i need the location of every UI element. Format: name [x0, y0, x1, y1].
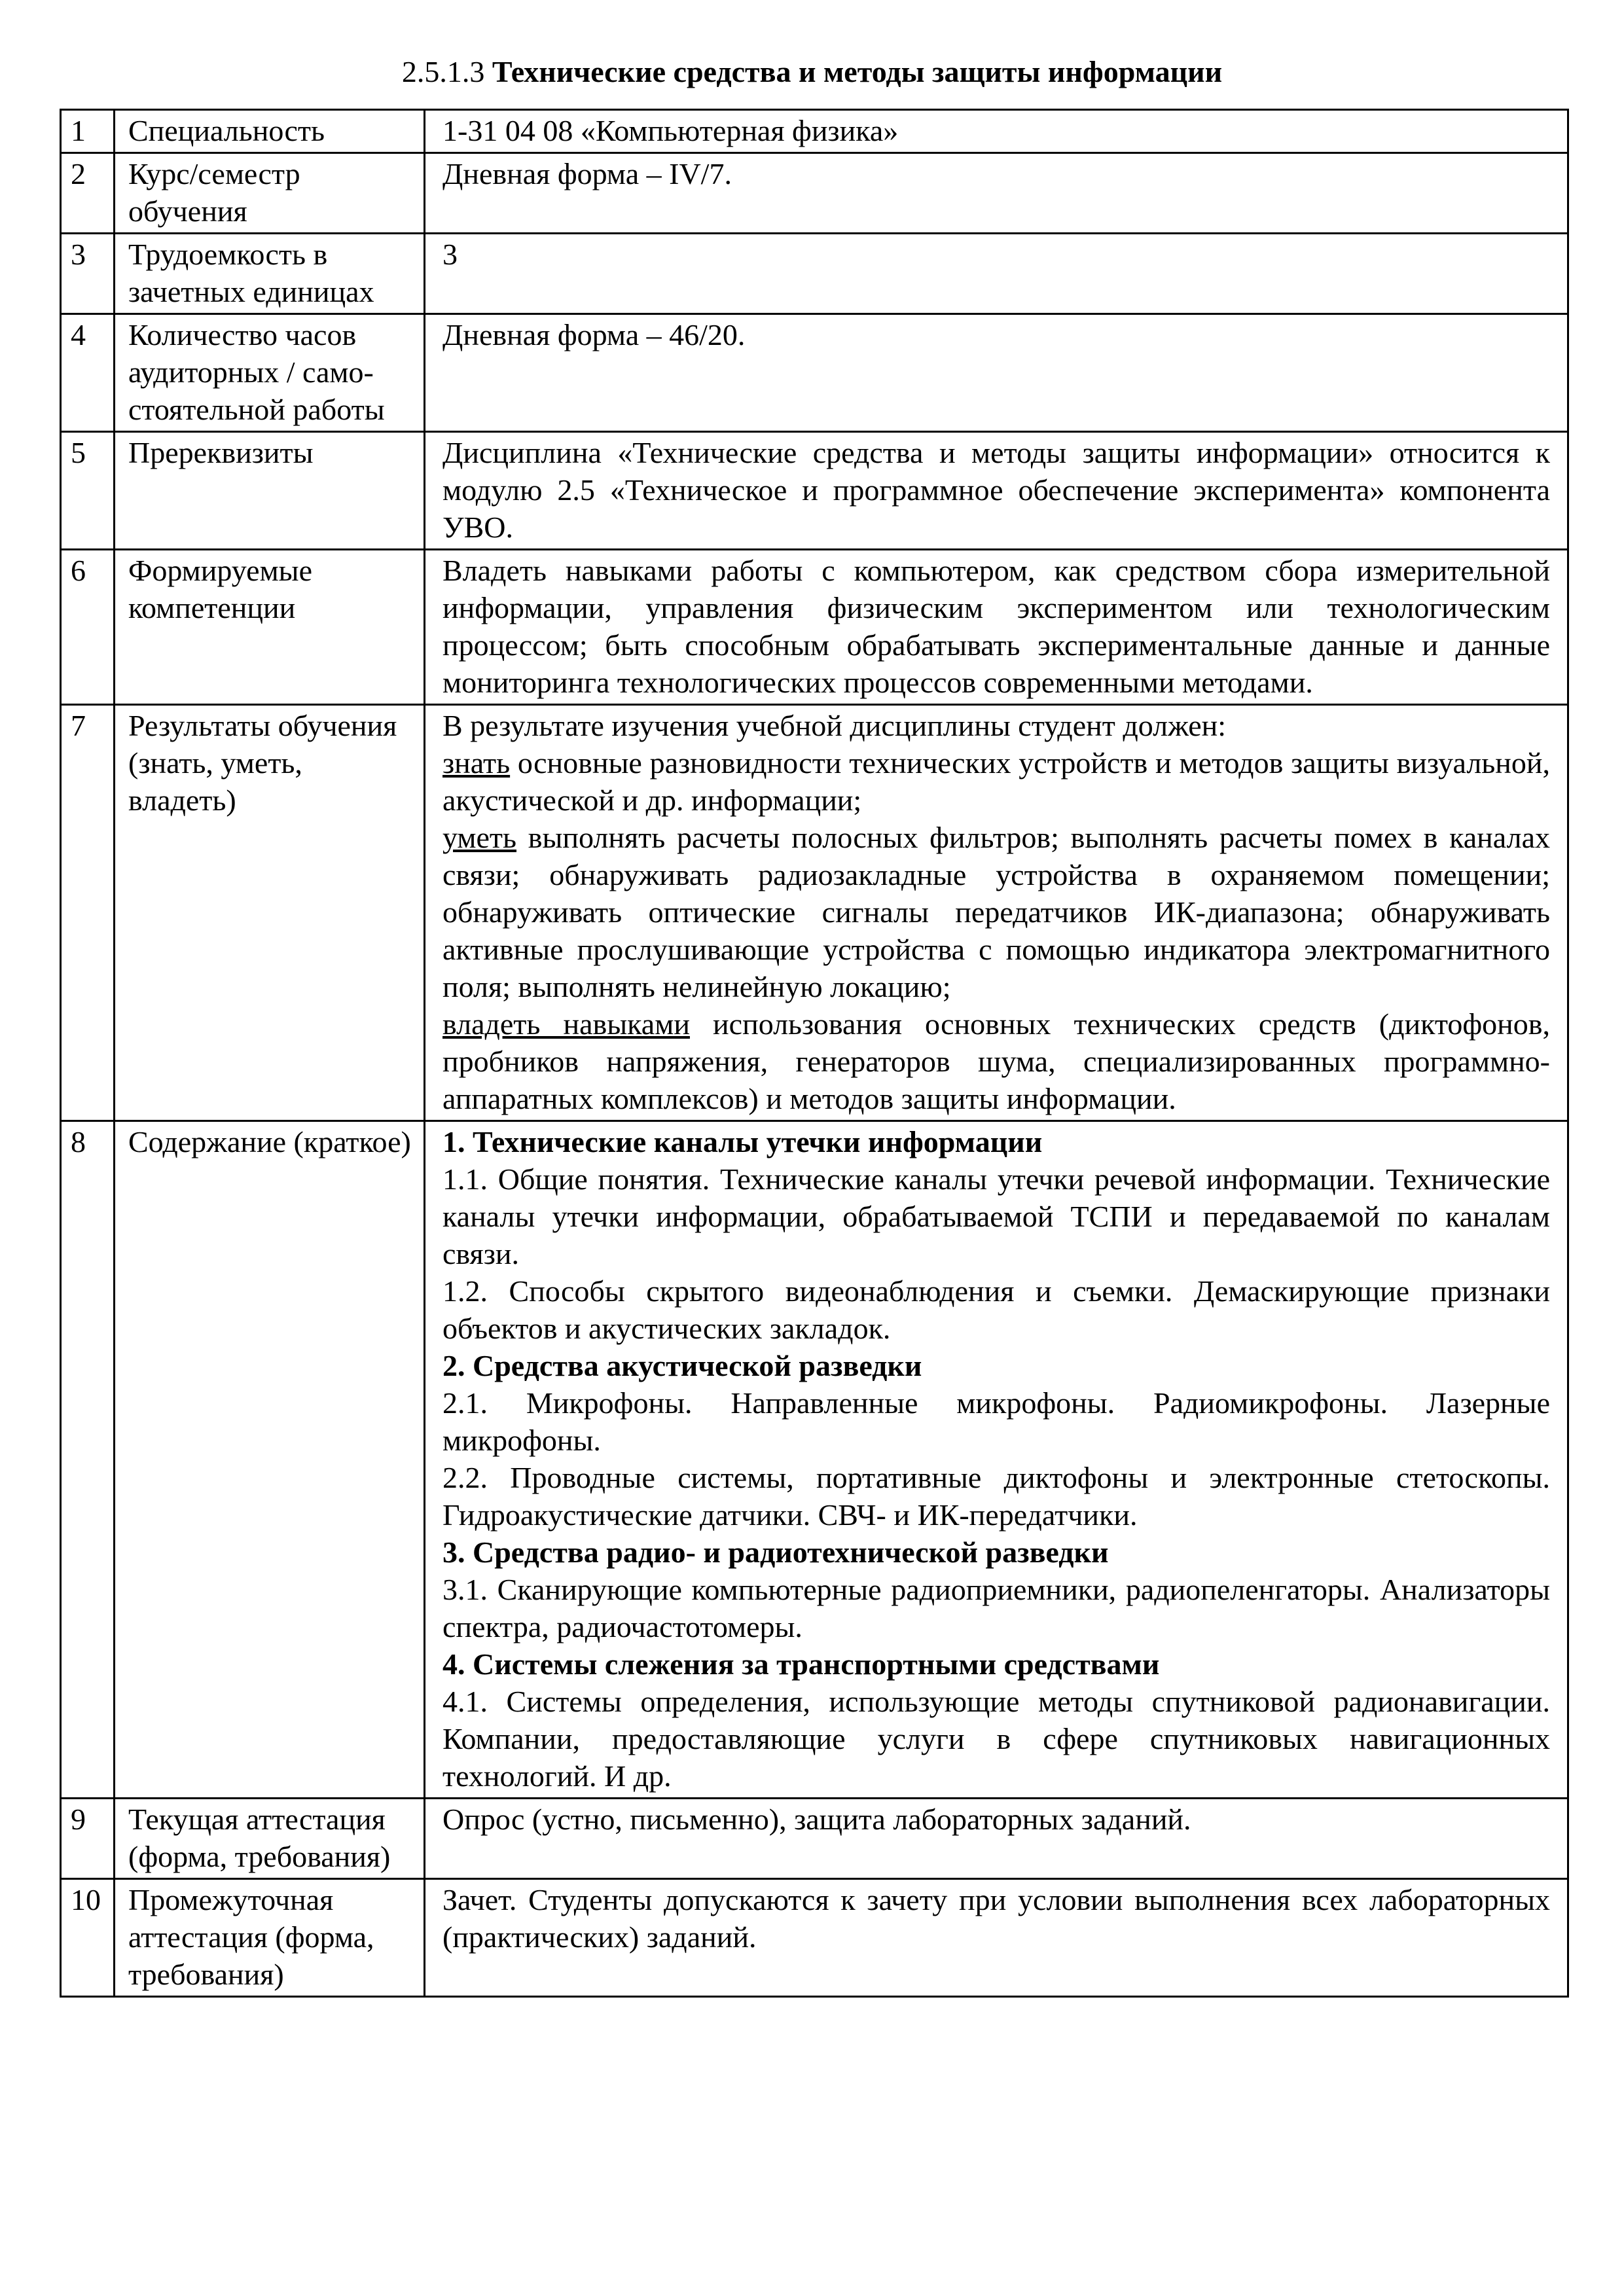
heading-number: 2.5.1.3: [401, 55, 485, 88]
row-number: 5: [61, 432, 115, 550]
row-label: Формируемые компетенции: [115, 550, 425, 705]
table-row: [61, 1799, 1568, 1879]
section-item: 2.1. Микрофоны. Направленные микрофоны. Радиомикрофоны. Лазерные микрофоны.: [442, 1386, 1550, 1457]
section-item: 4.1. Системы определения, использующие методы спутниковой радионавигации. Компании, предоставляющие услуги в сфере спутниковых навигационных технологий. И др.: [442, 1685, 1550, 1793]
section-title: 1. Технические каналы утечки информации: [442, 1125, 1043, 1158]
section-title: 4. Системы слежения за транспортными средствами: [442, 1647, 1160, 1681]
page-heading: [0, 54, 1624, 90]
outcomes-intro: В результате изучения учебной дисциплины студент должен:: [442, 709, 1227, 742]
table-row: [61, 234, 1568, 314]
section-title: 2. Средства акустической разведки: [442, 1349, 922, 1382]
heading-title: Технические средства и методы защиты информации: [492, 55, 1223, 88]
table-row: [61, 153, 1568, 234]
outcome-own: [442, 1005, 1550, 1117]
outcome-own-text: использования основных технических средств (диктофонов, пробников напряжения, генераторов шума, специализированных программно-аппаратных комплексов) и методов защиты информации.: [442, 1007, 1551, 1115]
row-number: 2: [61, 153, 115, 234]
table-row: [61, 432, 1568, 550]
row-value: Дисциплина «Технические средства и методы защиты информации» относится к модулю 2.5 «Техническое и программное обеспечение эксперимента» компонента УВО.: [425, 432, 1568, 550]
outcome-know-label: знать: [442, 746, 511, 780]
row-label: Содержание (краткое): [115, 1121, 425, 1799]
row-value: Опрос (устно, письменно), защита лабораторных заданий.: [425, 1799, 1568, 1879]
row-label: Текущая аттестация (форма, требования): [115, 1799, 425, 1879]
section-item: 1.1. Общие понятия. Технические каналы утечки речевой информации. Технические каналы утечки информации, обрабатываемой ТСПИ и передаваемой по каналам связи.: [442, 1162, 1550, 1270]
discipline-table: [60, 109, 1569, 1998]
row-number: 9: [61, 1799, 115, 1879]
table-row: [61, 110, 1568, 153]
row-label: Количество часов аудиторных / само-стоятельной работы: [115, 314, 425, 432]
row-label: Трудоемкость в зачетных единицах: [115, 234, 425, 314]
table-row: [61, 550, 1568, 705]
row-value: Зачет. Студенты допускаются к зачету при условии выполнения всех лабораторных (практических) заданий.: [425, 1879, 1568, 1997]
section-item: 1.2. Способы скрытого видеонаблюдения и съемки. Демаскирующие признаки объектов и акустических закладок.: [442, 1274, 1550, 1345]
outcome-own-label: владеть навыками: [442, 1007, 690, 1041]
section-title: 3. Средства радио- и радиотехнической разведки: [442, 1535, 1109, 1569]
row-label: Результаты обучения (знать, уметь, владеть): [115, 705, 425, 1121]
table-row: [61, 1121, 1568, 1799]
row-label: Пререквизиты: [115, 432, 425, 550]
table-row: [61, 705, 1568, 1121]
row-number: 1: [61, 110, 115, 153]
row-value: Дневная форма – IV/7.: [425, 153, 1568, 234]
outcome-can-label: уметь: [442, 821, 517, 854]
row-value: 3: [425, 234, 1568, 314]
outcome-know: [442, 744, 1550, 819]
table-row: [61, 1879, 1568, 1997]
row-number: 6: [61, 550, 115, 705]
section-item: 3.1. Сканирующие компьютерные радиоприемники, радиопеленгаторы. Анализаторы спектра, радиочастотомеры.: [442, 1573, 1550, 1643]
row-value: Владеть навыками работы с компьютером, как средством сбора измерительной информации, управления физическим экспериментом или технологическим процессом; быть способным обрабатывать экспериментальные данные и данные мониторинга технологических процессов современными методами.: [425, 550, 1568, 705]
course-content: [425, 1121, 1568, 1799]
row-label: Промежуточная аттестация (форма, требования): [115, 1879, 425, 1997]
outcome-can: [442, 819, 1550, 1005]
row-number: 7: [61, 705, 115, 1121]
row-label: Специальность: [115, 110, 425, 153]
outcome-know-text: основные разновидности технических устройств и методов защиты визуальной, акустической и др. информации;: [442, 746, 1550, 817]
outcome-can-text: выполнять расчеты полосных фильтров; выполнять расчеты помех в каналах связи; обнаруживать радиозакладные устройства в охраняемом помещении; обнаруживать оптические сигналы передатчиков ИК-диапазона; обнаруживать активные прослушивающие устройства с помощью индикатора электромагнитного поля; выполнять нелинейную локацию;: [442, 821, 1550, 1003]
row-value: 1-31 04 08 «Компьютерная физика»: [425, 110, 1568, 153]
section-item: 2.2. Проводные системы, портативные диктофоны и электронные стетоскопы. Гидроакустические датчики. СВЧ- и ИК-передатчики.: [442, 1461, 1550, 1532]
learning-outcomes: [425, 705, 1568, 1121]
row-value: Дневная форма – 46/20.: [425, 314, 1568, 432]
row-number: 3: [61, 234, 115, 314]
row-label: Курс/семестр обучения: [115, 153, 425, 234]
row-number: 4: [61, 314, 115, 432]
table-row: [61, 314, 1568, 432]
row-number: 8: [61, 1121, 115, 1799]
row-number: 10: [61, 1879, 115, 1997]
